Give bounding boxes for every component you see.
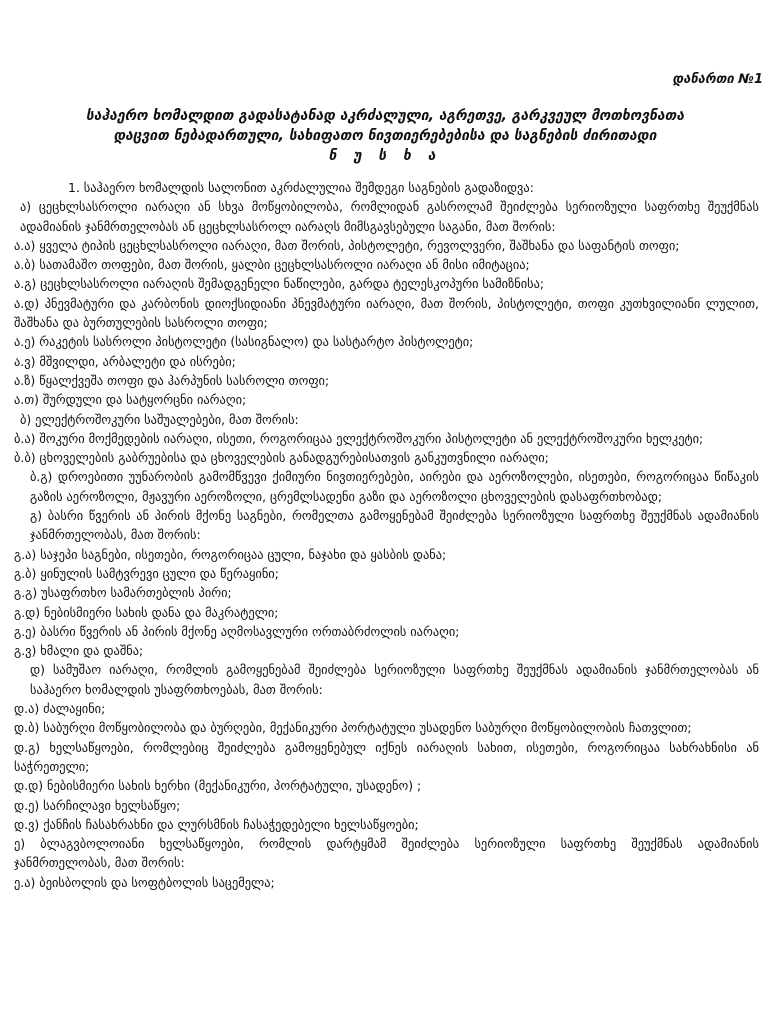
paragraph-item-g-a: გ.ა) საჯეპი საგნები, ისეთები, როგორიცაა ცული, ნაჯახი და ყასბის დანა;	[14, 546, 447, 562]
paragraph-item-g-v: გ.ვ) ხმალი და დაშნა;	[14, 643, 144, 659]
paragraph-item-a-e: ა.ე) რაკეტის სასროლი პისტოლეტი (სასიგნალო) და სასტარტო პისტოლეტი;	[14, 334, 474, 350]
paragraph-item-a-v: ა.ვ) მშვილდი, არბალეტი და ისრები;	[14, 353, 236, 369]
paragraph-item-d-d: დ.დ) ნებისმიერი სახის ხერხი (მექანიკური, პორტატული, უსადენო) ;	[14, 778, 422, 794]
paragraph-item-b-g: ბ.გ) დროებითი უუნარობის გამომწვევი ქიმიური ნივთიერებები, აირები და აეროზოლები, ისეთები, როგორიცაა წიწაკის გაზის აეროზოლი, მჟავური აეროზოლი, ცრემლსადენი გაზი და აეროზოლი ცხოველების დასაფრთხობად;	[30, 469, 759, 504]
paragraph-item-a: ა) ცეცხლსასროლი იარაღი ან სხვა მოწყობილობა, რომლიდან გასროლამ შეიძლება სერიოზული საფრთხე შეუქმნას ადამიანის ჯანმრთელობას ან ცეცხლსასროლ იარაღს მიმსგავსებული საგანი, მათ შორის:	[20, 199, 759, 234]
document-body	[14, 178, 759, 892]
paragraph-item-g-b: გ.ბ) ყინულის სამტვრევი ცული და წერაყინი;	[14, 565, 279, 581]
paragraph-item-e-a: ე.ა) ბეისბოლის და სოფტბოლის საცემელა;	[14, 874, 275, 890]
title-line-2: დაცვით ნებადართული, სახიფათო ნივთიერებებისა და საგნების ძირითადი	[113, 128, 657, 144]
paragraph-item-g-g: გ.გ) უსაფრთხო სამართებლის პირი;	[14, 585, 232, 601]
paragraph-item-b-a: ბ.ა) შოკური მოქმედების იარაღი, ისეთი, როგორიცაა ელექტროშოკური პისტოლეტი ან ელექტროშოკური ხელკეტი;	[14, 430, 704, 446]
paragraph-item-a-b: ა.ბ) სათამაშო თოფები, მათ შორის, ყალბი ცეცხლსასროლი იარაღი ან მისი იმიტაცია;	[14, 257, 530, 273]
document-title	[0, 106, 770, 166]
paragraph-item-b: ბ) ელექტროშოკური საშუალებები, მათ შორის:	[20, 411, 299, 427]
paragraph-item-a-a: ა.ა) ყველა ტიპის ცეცხლსასროლი იარაღი, მათ შორის, პისტოლეტი, რევოლვერი, შაშხანა და საფანტის თოფი;	[14, 237, 680, 253]
paragraph-item-g-d: გ.დ) ნებისმიერი სახის დანა და მაკრატელი;	[14, 604, 279, 620]
paragraph-item-d-e: დ.ე) სარჩილავი ხელსაწყო;	[14, 797, 181, 813]
paragraph-item-e: ე) ბლაგვბოლოიანი ხელსაწყოები, რომლის დარტყმამ შეიძლება სერიოზული საფრთხე შეუქმნას ადამიანის ჯანმრთელობას, მათ შორის:	[14, 836, 759, 871]
paragraph-item-d-b: დ.ბ) საბურღი მოწყობილობა და ბურღები, მექანიკური პორტატული უსადენო საბურღი მოწყობილობის ჩათვლით;	[14, 720, 692, 736]
paragraph-item-a-z: ა.ზ) წყალქვეშა თოფი და ჰარპუნის სასროლი თოფი;	[14, 372, 330, 388]
paragraph-item-d-a: დ.ა) ძალაყინი;	[14, 701, 106, 717]
paragraph-intro: 1. საჰაერო ხომალდის სალონით აკრძალულია შემდეგი საგნების გადაზიდვა:	[68, 180, 534, 195]
title-line-1: საჰაერო ხომალდით გადასატანად აკრძალული, აგრეთვე, გარკვეულ მოთხოვნათა	[85, 108, 685, 124]
paragraph-item-g: გ) ბასრი წვერის ან პირის მქონე საგნები, რომელთა გამოყენებამ შეიძლება სერიოზული საფრთხე შეუქმნას ადამიანის ჯანმრთელობას, მათ შორის:	[30, 508, 759, 543]
paragraph-item-d-g: დ.გ) ხელსაწყოები, რომლებიც შეიძლება გამოყენებულ იქნეს იარაღის სახით, ისეთები, როგორიცაა სახრახნისი ან საჭრეთელი;	[14, 739, 759, 774]
paragraph-item-d: დ) სამუშაო იარაღი, რომლის გამოყენებამ შეიძლება სერიოზული საფრთხე შეუქმნას ადამიანის ჯანმრთელობას ან საჰაერო ხომალდის უსაფრთხოებას, მათ შორის:	[30, 662, 759, 697]
paragraph-item-b-b: ბ.ბ) ცხოველების გაბრუებისა და ცხოველების განადგურებისათვის განკუთვნილი იარაღი;	[14, 450, 549, 466]
paragraph-item-g-e: გ.ე) ბასრი წვერის ან პირის მქონე აღმოსავლური ორთაბრძოლის იარაღი;	[14, 623, 460, 639]
paragraph-item-d-v: დ.ვ) ქანჩის ჩასახრახნი და ლურსმნის ჩასაჭედებელი ხელსაწყოები;	[14, 816, 419, 832]
paragraph-item-a-g: ა.გ) ცეცხლსასროლი იარაღის შემადგენელი ნაწილები, გარდა ტელესკოპური სამიზნისა;	[14, 276, 545, 292]
paragraph-item-a-d: ა.დ) პნევმატური და კარბონის დიოქსიდიანი პნევმატური იარაღი, მათ შორის, პისტოლეტი, თოფი კუთხვილიანი ლულით, შაშხანა და ბურთულების სასროლი თოფი;	[14, 295, 759, 331]
paragraph-item-a-t: ა.თ) შურდული და სატყორცნი იარაღი;	[14, 392, 247, 408]
title-line-3: ნ უ ს ხ ა	[328, 148, 442, 164]
annex-label: დანართი №1	[672, 72, 763, 87]
